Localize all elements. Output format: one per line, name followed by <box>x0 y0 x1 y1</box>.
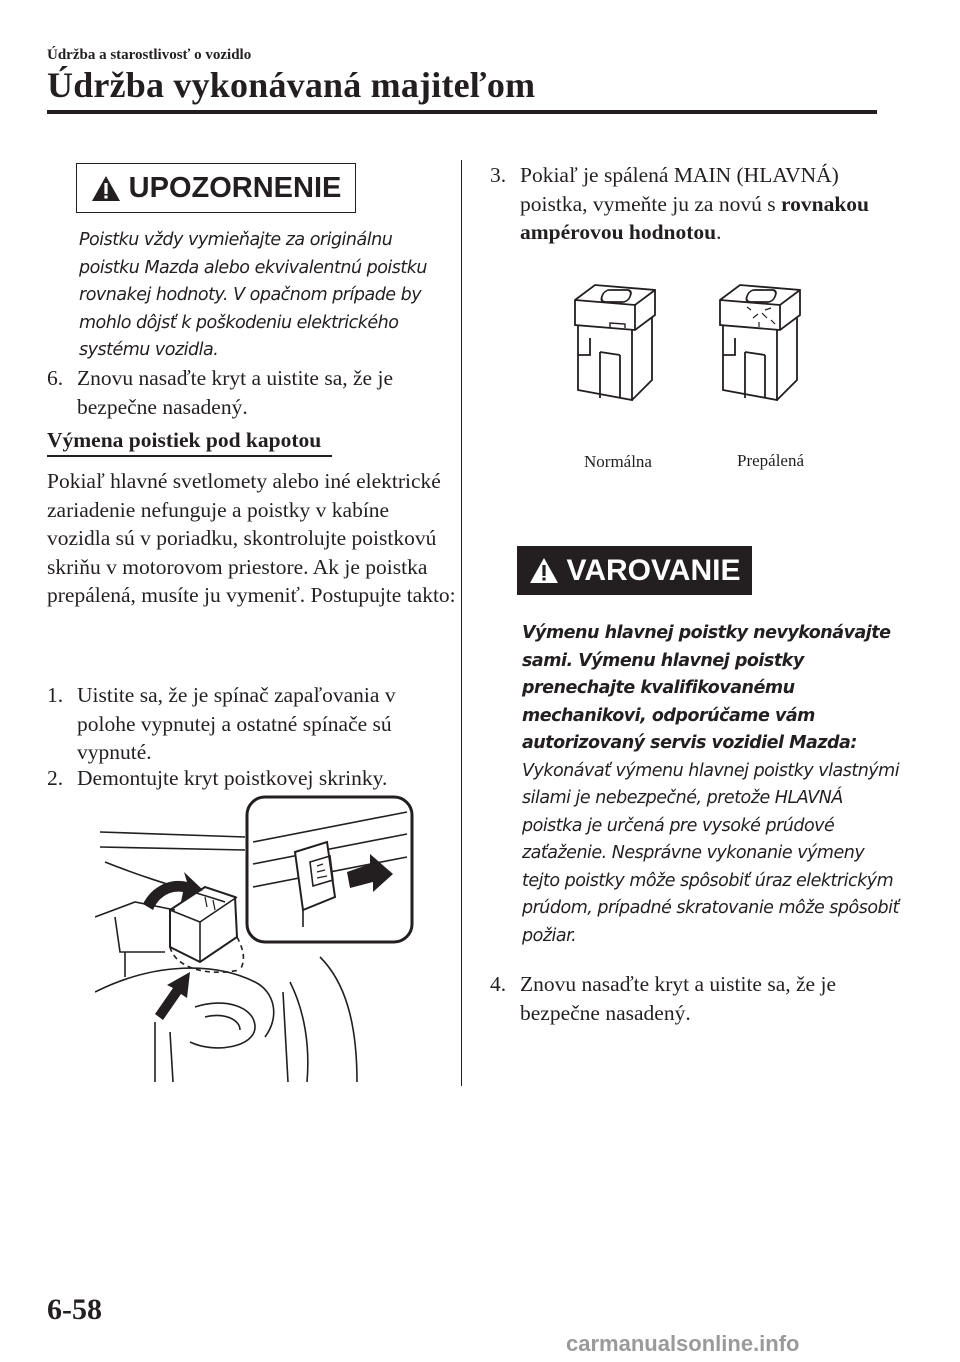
warning-body-text: Vykonávať výmenu hlavnej poistky vlastnými silami je nebezpečné, pretože HLAVNÁ poistka je určená pre vysoké prúdové zaťaženie. Nesprávne vykonanie výmeny tejto poistky môže spôsobiť úraz elektrickým prúdom, prípadné skratovanie môže spôsobiť požiar. <box>522 760 900 946</box>
step-2 <box>47 764 457 793</box>
step-4 <box>490 970 890 1027</box>
breadcrumb: Údržba a starostlivosť o vozidlo <box>47 47 252 63</box>
warning-text <box>522 620 902 950</box>
caution-label: UPOZORNENIE <box>128 171 342 204</box>
fuse-normal-illustration <box>570 280 660 420</box>
section-intro: Pokiaľ hlavné svetlomety alebo iné elektrické zariadenie nefunguje a poistky v kabíne vozidla sú v poriadku, skontrolujte poistkovú skriňu v motorovom priestore. Ak je poistka prepálená, musíte ju vymeniť. Postupujte takto: <box>47 469 456 607</box>
step-number: 2. <box>47 766 64 790</box>
fuse-box-cover-illustration <box>95 792 415 1082</box>
warning-triangle-icon <box>529 557 559 584</box>
step-number: 4. <box>490 972 507 996</box>
fuse-normal-caption: Normálna <box>584 452 652 471</box>
step-text-emphasis: rovnakou ampérovou hodnotou <box>520 191 869 244</box>
page-number: 6-58 <box>47 1293 102 1326</box>
step-number: 1. <box>47 683 64 707</box>
warning-box <box>517 546 752 595</box>
warning-triangle-icon <box>91 175 121 202</box>
warning-label: VAROVANIE <box>566 553 741 587</box>
step-3 <box>490 161 890 247</box>
step-text-part: Pokiaľ je spálená MAIN (HLAVNÁ) poistka, vymeňte ju za novú s <box>520 163 839 216</box>
caution-box <box>76 163 356 213</box>
watermark: carmanualsonline.info <box>566 1331 800 1356</box>
fuse-blown-illustration <box>715 280 805 420</box>
caution-text: Poistku vždy vymieňajte za originálnu poistku Mazda alebo ekvivalentnú poistku rovnakej hodnoty. V opačnom prípade by mohlo dôjsť k poškodeniu elektrického systému vozidla. <box>79 230 427 360</box>
step-text: Uistite sa, že je spínač zapaľovania v polohe vypnutej a ostatné spínače sú vypnuté. <box>77 683 396 764</box>
step-text: Demontujte kryt poistkovej skrinky. <box>77 766 388 790</box>
page-title: Údržba vykonávaná majiteľom <box>47 65 536 105</box>
step-text <box>520 161 890 247</box>
step-text: Znovu nasaďte kryt a uistite sa, že je bezpečne nasadený. <box>77 366 393 419</box>
step-number: 3. <box>490 163 507 187</box>
warning-bold-text: Výmenu hlavnej poistky nevykonávajte sami. Výmenu hlavnej poistky prenechajte kvalifikovanému mechanikovi, odporúčame vám autorizovaný servis vozidiel Mazda: <box>522 623 891 753</box>
fuse-blown-caption: Prepálená <box>737 451 805 470</box>
step-text-end: . <box>716 220 722 244</box>
title-rule <box>47 110 877 114</box>
step-text: Znovu nasaďte kryt a uistite sa, že je bezpečne nasadený. <box>520 972 836 1025</box>
section-heading: Výmena poistiek pod kapotou <box>47 428 322 452</box>
column-divider <box>461 160 462 1086</box>
step-1 <box>47 681 457 767</box>
section-heading-rule <box>47 455 332 457</box>
step-6 <box>47 364 447 421</box>
step-number: 6. <box>47 366 64 390</box>
